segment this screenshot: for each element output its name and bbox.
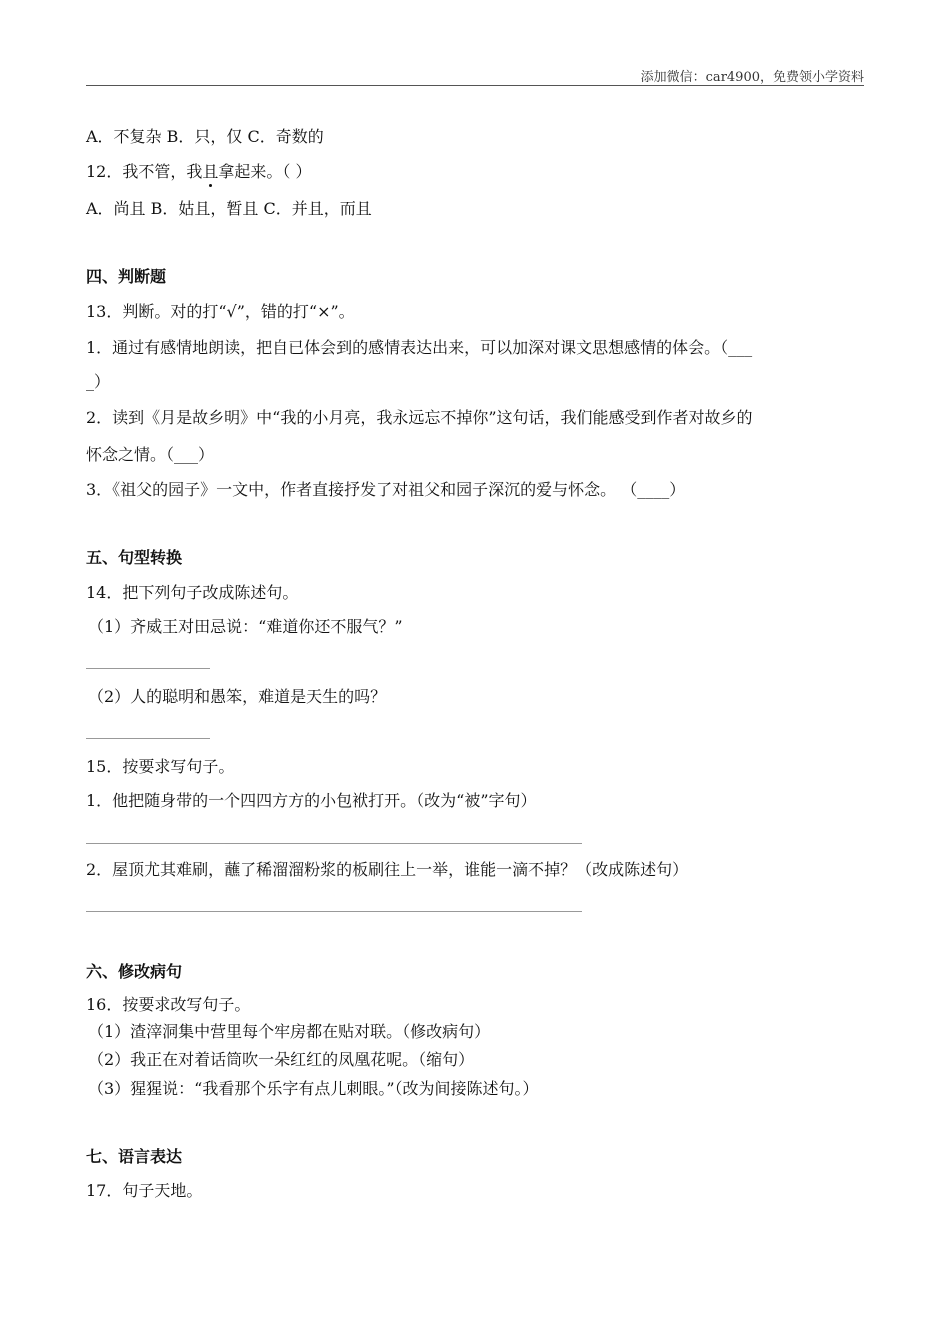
q16-item-1: （1）渣滓洞集中营里每个牢房都在贴对联。（修改病句）: [88, 1022, 491, 1041]
q16-item-3: （3）猩猩说：“我看那个乐字有点儿刺眼。”（改为间接陈述句。）: [88, 1079, 539, 1098]
q14-item-1: （1）齐威王对田忌说：“难道你还不服气？”: [88, 617, 403, 636]
q13-item-2-cont: 怀念之情。（___）: [86, 445, 215, 464]
q13-item-2: 2．读到《月是故乡明》中“我的小月亮，我永远忘不掉你”这句话，我们能感受到作者对故乡的: [86, 408, 753, 427]
q16-question: 16．按要求改写句子。: [86, 995, 251, 1014]
q16-item-2: （2）我正在对着话筒吹一朵红红的凤凰花呢。（缩句）: [88, 1050, 475, 1069]
q15-question: 15．按要求写句子。: [86, 757, 235, 776]
q13-question: 13．判断。对的打“√”，错的打“×”。: [86, 302, 355, 321]
q12-options: A．尚且 B．姑且，暂且 C．并且，而且: [86, 199, 372, 218]
q13-item-1: 1．通过有感情地朗读，把自已体会到的感情表达出来，可以加深对课文思想感情的体会。（___: [86, 338, 753, 357]
header-divider: [86, 85, 864, 86]
section-7-title: 七、语言表达: [86, 1147, 183, 1166]
q14-answer-line-1[interactable]: [86, 668, 210, 669]
q12-question: [86, 162, 866, 182]
q12-text-pre: 12．我不管，我: [86, 162, 203, 181]
q15-answer-line-2[interactable]: [86, 911, 582, 912]
section-5-title: 五、句型转换: [86, 548, 183, 567]
q15-item-2: 2．屋顶尤其难刷，蘸了稀溜溜粉浆的板刷往上一举，谁能一滴不掉？（改成陈述句）: [86, 860, 689, 879]
q11-options: A．不复杂 B．只，仅 C．奇数的: [86, 127, 324, 146]
q13-item-3: 3．《祖父的园子》一文中，作者直接抒发了对祖父和园子深沉的爱与怀念。 （____）: [86, 480, 686, 499]
q12-text-post: 拿起来。（ ）: [218, 162, 312, 181]
q15-item-1: 1．他把随身带的一个四四方方的小包袱打开。（改为“被”字句）: [86, 791, 537, 810]
q14-question: 14．把下列句子改成陈述句。: [86, 583, 299, 602]
q14-item-2: （2）人的聪明和愚笨，难道是天生的吗？: [88, 687, 387, 706]
q14-answer-line-2[interactable]: [86, 738, 210, 739]
q12-emphasized-char: 且: [202, 162, 219, 181]
q13-item-1-blank: _）: [86, 372, 111, 391]
q15-answer-line-1[interactable]: [86, 843, 582, 844]
section-4-title: 四、判断题: [86, 267, 167, 286]
section-6-title: 六、修改病句: [86, 962, 183, 981]
q17-question: 17．句子天地。: [86, 1181, 203, 1200]
page-header: 添加微信：car4900，免费领小学资料: [640, 70, 864, 85]
